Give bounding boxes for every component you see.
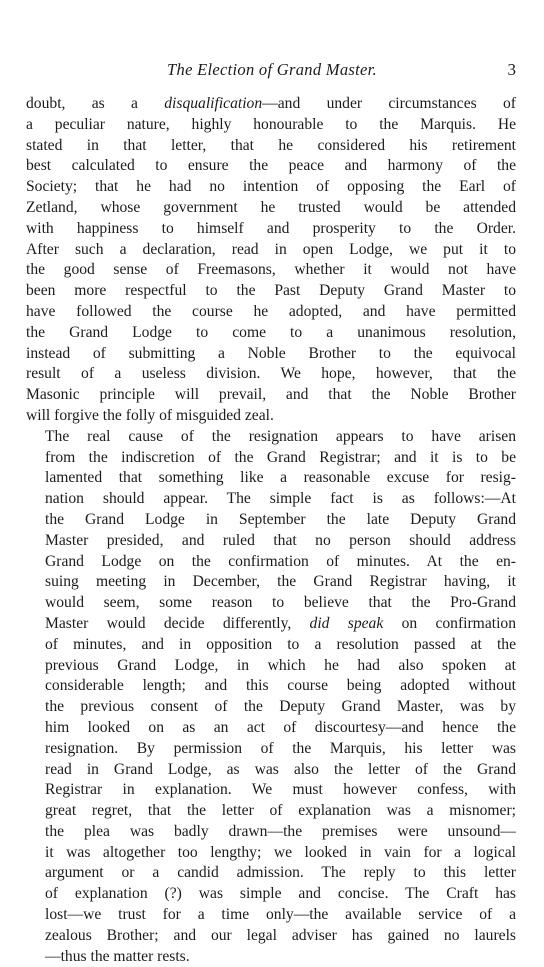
text-run: lamented that something like a reasonable excuse for resig-	[45, 469, 516, 487]
text-line	[26, 427, 516, 448]
text-line	[26, 843, 516, 864]
text-line	[26, 572, 516, 593]
text-run: resignation. By permission of the Marquis, his letter was	[45, 739, 516, 757]
italic-run: did speak	[309, 614, 384, 632]
text-line	[26, 323, 516, 344]
paragraph-1	[26, 94, 516, 427]
text-run: After such a declaration, read in open Lodge, we put it to	[26, 240, 516, 258]
text-run: with happiness to himself and prosperity to the Order.	[26, 219, 516, 237]
text-line	[26, 448, 516, 469]
text-line	[26, 780, 516, 801]
text-run: best calculated to ensure the peace and harmony of the	[26, 157, 516, 175]
text-line	[26, 281, 516, 302]
text-line	[26, 156, 516, 177]
text-line	[26, 489, 516, 510]
text-run: lost—we trust for a time only—the available service of a	[45, 906, 516, 924]
text-line	[26, 531, 516, 552]
text-run: read in Grand Lodge, as was also the letter of the Grand	[45, 760, 516, 778]
text-run: Society; that he had no intention of opposing the Earl of	[26, 178, 516, 196]
text-run: it was altogether too lengthy; we looked in vain for a logical	[45, 843, 516, 861]
text-line	[26, 635, 516, 656]
text-run: the good sense of Freemasons, whether it would not have	[26, 261, 516, 279]
text-run: Registrar in explanation. We must however confess, with	[45, 781, 516, 799]
text-line	[26, 198, 516, 219]
text-run: previous Grand Lodge, in which he had also spoken at	[45, 656, 516, 674]
text-line	[26, 926, 516, 947]
text-run: Grand Lodge on the confirmation of minutes. At the en-	[45, 552, 516, 570]
text-line	[26, 364, 516, 385]
text-run: —and under circumstances of	[262, 95, 516, 112]
text-run: Master would decide differently,	[45, 614, 310, 632]
text-line	[26, 385, 516, 406]
text-run: suing meeting in December, the Grand Registrar having, it	[45, 573, 516, 591]
text-line	[26, 94, 516, 115]
text-run: a peculiar nature, highly honourable to the Marquis. He	[26, 115, 516, 133]
text-line	[26, 115, 516, 136]
text-line	[26, 406, 516, 427]
text-line	[26, 822, 516, 843]
text-run: on confirmation	[383, 614, 516, 632]
text-run: him looked on as an act of discourtesy—and hence the	[45, 718, 516, 736]
text-line	[26, 136, 516, 157]
text-run: zealous Brother; and our legal adviser has gained no laurels	[45, 926, 516, 944]
text-run: of explanation (?) was simple and concise. The Craft has	[45, 885, 516, 903]
text-line	[26, 947, 516, 967]
text-run: the previous consent of the Deputy Grand Master, was by	[45, 698, 516, 716]
text-line	[26, 593, 516, 614]
text-run: will forgive the folly of misguided zeal.	[26, 406, 274, 424]
text-run: have followed the course he adopted, and have permitted	[26, 302, 516, 320]
text-run: stated in that letter, that he considered his retirement	[26, 136, 516, 154]
italic-run: disqualification	[164, 95, 263, 112]
text-line	[26, 905, 516, 926]
text-run: Zetland, whose government he trusted would be attended	[26, 198, 516, 216]
text-run: been more respectful to the Past Deputy Grand Master to	[26, 282, 516, 300]
text-run: from the indiscretion of the Grand Registrar; and it is to be	[45, 448, 516, 466]
text-line	[26, 760, 516, 781]
text-line	[26, 302, 516, 323]
text-line	[26, 344, 516, 365]
text-line	[26, 884, 516, 905]
text-run: would seem, some reason to believe that the Pro-Grand	[45, 594, 516, 612]
text-run: considerable length; and this course being adopted without	[45, 677, 516, 695]
text-run: great regret, that the letter of explanation was a misnomer;	[45, 802, 516, 820]
body-text	[26, 94, 516, 967]
text-run: instead of submitting a Noble Brother to the equivocal	[26, 344, 516, 362]
text-line	[26, 718, 516, 739]
text-line	[26, 240, 516, 261]
text-line	[26, 177, 516, 198]
text-run: of minutes, and in opposition to a resolution passed at the	[45, 635, 516, 653]
text-run: The real cause of the resignation appears to have arisen	[45, 427, 516, 445]
text-run: result of a useless division. We hope, however, that the	[26, 365, 516, 383]
text-run: Masonic principle will prevail, and that the Noble Brother	[26, 386, 516, 404]
text-line	[26, 260, 516, 281]
text-run: nation should appear. The simple fact is as follows:—At	[45, 490, 516, 508]
text-line	[26, 468, 516, 489]
text-run: doubt, as a	[26, 95, 165, 112]
text-line	[26, 219, 516, 240]
running-title: The Election of Grand Master.	[167, 60, 377, 79]
text-run: argument or a candid admission. The reply to this letter	[45, 864, 516, 882]
text-line	[26, 614, 516, 635]
text-run: —thus the matter rests.	[45, 947, 190, 965]
text-line	[26, 676, 516, 697]
text-line	[26, 697, 516, 718]
text-run: the Grand Lodge in September the late Deputy Grand	[45, 510, 516, 528]
text-line	[26, 801, 516, 822]
text-line	[26, 552, 516, 573]
text-run: the plea was badly drawn—the premises were unsound—	[45, 822, 516, 840]
page-number: 3	[507, 60, 516, 79]
text-line	[26, 656, 516, 677]
text-line	[26, 863, 516, 884]
text-run: Master presided, and ruled that no person should address	[45, 531, 516, 549]
text-run: the Grand Lodge to come to a unanimous resolution,	[26, 323, 516, 341]
text-line	[26, 739, 516, 760]
page-header	[28, 60, 516, 82]
text-line	[26, 510, 516, 531]
paragraph-2	[26, 427, 516, 967]
